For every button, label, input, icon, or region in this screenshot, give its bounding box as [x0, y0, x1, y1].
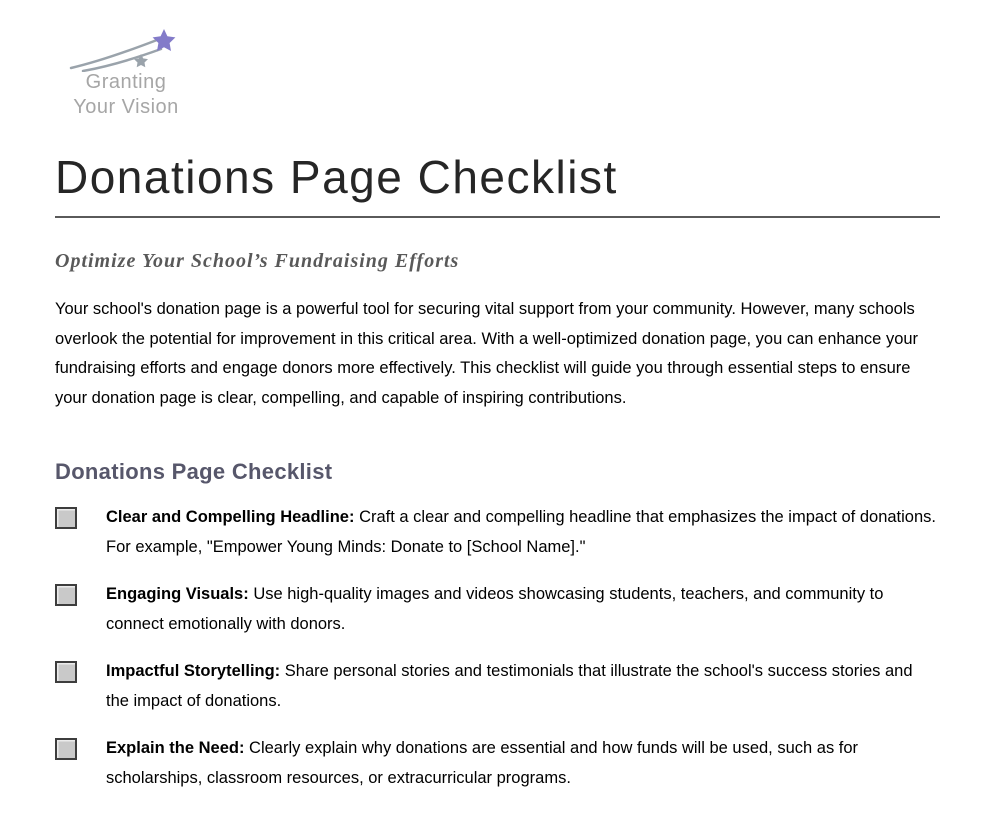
checklist-item-text: Craft a clear and compelling headline that emphasizes the impact of donations. For example, "Empower Young Minds: Donate to [School Name]." — [106, 508, 936, 556]
checkbox-icon[interactable] — [55, 661, 77, 683]
title-divider — [55, 216, 940, 218]
checklist-item — [55, 580, 940, 639]
checklist-item-text: Clearly explain why donations are essential and how funds will be used, such as for scholarships, classroom resources, or extracurricular programs. — [106, 739, 859, 787]
checklist-item-text-block — [106, 503, 936, 562]
section-heading: Donations Page Checklist — [55, 459, 333, 484]
shooting-star-icon — [67, 28, 185, 72]
checklist-item-text-block — [106, 734, 936, 793]
logo-text-line1: Granting — [85, 71, 167, 93]
checkbox-icon[interactable] — [55, 738, 77, 760]
checklist-item-text: Use high-quality images and videos showcasing students, teachers, and community to connect emotionally with donors. — [106, 585, 884, 633]
checklist-item — [55, 657, 940, 716]
page-title: Donations Page Checklist — [55, 151, 618, 203]
checklist-item-text: Share personal stories and testimonials that illustrate the school's success stories and the impact of donations. — [106, 662, 913, 710]
intro-paragraph: Your school's donation page is a powerful tool for securing vital support from your community. However, many schools overlook the potential for improvement in this critical area. With a well-optimized donation page, you can enhance your fundraising efforts and engage donors more effectively. This checklist will guide you through essential steps to ensure your donation page is clear, compelling, and capable of inspiring contributions. — [55, 300, 919, 407]
checklist-item-text-block — [106, 657, 936, 716]
checklist-item-label: Explain the Need: — [106, 739, 245, 757]
checkbox-icon[interactable] — [55, 584, 77, 606]
checklist-item-label: Impactful Storytelling: — [106, 662, 281, 680]
checkbox-icon[interactable] — [55, 507, 77, 529]
checklist-item — [55, 503, 940, 562]
checklist-item-text-block — [106, 580, 936, 639]
checklist — [55, 503, 940, 793]
logo — [61, 28, 191, 120]
checklist-item — [55, 734, 940, 793]
logo-text-line2: Your Vision — [73, 96, 179, 118]
checklist-item-label: Engaging Visuals: — [106, 585, 249, 603]
checklist-item-label: Clear and Compelling Headline: — [106, 508, 355, 526]
subtitle: Optimize Your School’s Fundraising Efforts — [55, 250, 460, 272]
